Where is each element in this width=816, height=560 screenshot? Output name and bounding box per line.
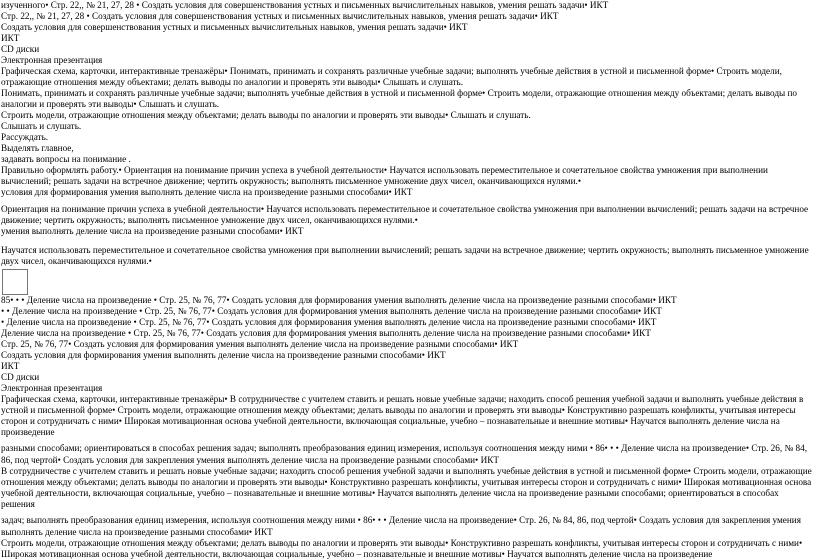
text-line: Создать условия для формирования умения выполнять деление числа на произведение разными способами• ИКТ xyxy=(1,350,446,360)
text-paragraph: Графическая схема, карточки, интерактивные тренажёры• Понимать, принимать и сохранять различные учебные задачи; выполнять учебные действия в устной и письменной форме• Строить модели, отражающие отношения между объектами; делать выводы по аналогии и проверять эти выводы• Слышать и слушать. xyxy=(1,66,782,87)
text-line: CD диски xyxy=(1,44,40,54)
text-line: выполнять деление числа на произведение разными способами• ИКТ xyxy=(1,527,273,537)
text-line: разными способами; ориентироваться в способах решения задач; выполнять преобразования единиц измерения, используя соотношения между ними • 86• • • Деление числа на произведение• Стр. 26, № 84, xyxy=(1,443,808,453)
text-line: 85• • • Деление числа на произведение • Стр. 25, № 76, 77• Создать условия для формирования умения выполнять деление числа на произведение разными способами• ИКТ xyxy=(1,295,677,305)
text-line: Выделять главное, xyxy=(1,143,74,153)
text-line: Стр. 25, № 76, 77• Создать условия для формирования умения выполнять деление числа на произведение разными способами• ИКТ xyxy=(1,339,519,349)
text-line: Электронная презентация xyxy=(1,55,103,65)
text-paragraph: Ориентация на понимание причин успеха в учебной деятельности• Научатся использовать переместительное и сочетательное свойства умножения при выполнении вычислений; решать задачи на встречное движение; чертить окружность; выполнять письменное умножение двух чисел, оканчивающихся нулями.• xyxy=(1,204,809,225)
text-line: ИКТ xyxy=(1,361,20,371)
text-paragraph: В сотрудничестве с учителем ставить и решать новые учебные задачи; находить способ решения учебной задачи и выполнять учебные действия в устной и письменной форме• Строить модели, отражающие отношения между объектами; делать выводы по аналогии и проверять эти выводы• Конструктивно разрешать конфликты, учитывая интересы сторон и сотрудничать с ними• Широкая мотивационная основа учебной деятельности, включающая социальные, учебно – познавательные и внешние мотивы• Научатся выполнять деление числа на произведение разными способами; ориентироваться в способах решения xyxy=(1,466,812,509)
text-line: Рассуждать. xyxy=(1,132,49,142)
image-placeholder-row xyxy=(1,267,814,295)
text-line: условия для формирования умения выполнять деление числа на произведение разными способами• ИКТ xyxy=(1,187,413,197)
text-line: Создать условия для совершенствования устных и письменных вычислительных навыков, умения решать задачи• ИКТ xyxy=(1,22,468,32)
text-line: CD диски xyxy=(1,372,40,382)
text-line: Электронная презентация xyxy=(1,383,103,393)
text-paragraph: Научатся использовать переместительное и сочетательное свойства умножения при выполнении вычислений; решать задачи на встречное движение; чертить окружность; выполнять письменное умножение двух чисел, оканчивающихся нулями.• xyxy=(1,245,809,266)
text-line: изученного• Стр. 22,, № 21, 27, 28 • Создать условия для совершенствования устных и письменных вычислительных навыков, умения решать задачи• ИКТ xyxy=(1,0,609,10)
text-paragraph: Графическая схема, карточки, интерактивные тренажёры• В сотрудничестве с учителем ставить и решать новые учебные задачи; находить способ решения учебной задачи и выполнять учебные действия в устной и письменной форме• Строить модели, отражающие отношения между объектами; делать выводы по аналогии и проверять эти выводы• Конструктивно разрешать конфликты, учитывая интересы сторон и сотрудничать с ними• Широкая мотивационная основа учебной деятельности, включающая социальные, учебно – познавательные и внешние мотивы• Научатся выполнять деление числа на произведение xyxy=(1,394,804,437)
text-line: задавать вопросы на понимание . xyxy=(1,154,131,164)
text-line: задач; выполнять преобразования единиц измерения, используя соотношения между ними • 86• • • Деление числа на произведение• Стр. 26, № 84, 86, под чертой• Создать условия для закрепления умения xyxy=(1,515,801,525)
text-line: Деление числа на произведение • Стр. 25, № 76, 77• Создать условия для формирования умения выполнять деление числа на произведение разными способами• ИКТ xyxy=(1,328,651,338)
text-line: • • Деление числа на произведение • Стр. 25, № 76, 77• Создать условия для формирования умения выполнять деление числа на произведение разными способами• ИКТ xyxy=(1,306,662,316)
text-line: Стр. 22,, № 21, 27, 28 • Создать условия для совершенствования устных и письменных вычислительных навыков, умения решать задачи• ИКТ xyxy=(1,11,559,21)
document-body xyxy=(1,0,814,560)
text-line: умения выполнять деление числа на произведение разными способами• ИКТ xyxy=(1,226,304,236)
text-line: ИКТ xyxy=(1,33,20,43)
text-line: • Деление числа на произведение • Стр. 25, № 76, 77• Создать условия для формирования умения выполнять деление числа на произведение разными способами• ИКТ xyxy=(1,317,657,327)
text-paragraph: Правильно оформлять работу.• Ориентация на понимание причин успеха в учебной деятельности• Научатся использовать переместительное и сочетательное свойства умножения при выполнении вычислений; решать задачи на встречное движение; чертить окружность; выполнять письменное умножение двух чисел, оканчивающихся нулями.• xyxy=(1,165,768,186)
text-paragraph: Понимать, принимать и сохранять различные учебные задачи; выполнять учебные действия в устной и письменной форме• Строить модели, отражающие отношения между объектами; делать выводы по аналогии и проверять эти выводы• Слышать и слушать. xyxy=(1,88,797,109)
text-line: Строить модели, отражающие отношения между объектами; делать выводы по аналогии и проверять эти выводы• Слышать и слушать. xyxy=(1,110,531,120)
text-line: Слышать и слушать. xyxy=(1,121,82,131)
text-paragraph: Строить модели, отражающие отношения между объектами; делать выводы по аналогии и проверять эти выводы• Конструктивно разрешать конфликты, учитывая интересы сторон и сотрудничать с ними• Широкая мотивационная основа учебной деятельности, включающая социальные, учебно – познавательные и внешние мотивы• Научатся выполнять деление числа на произведение xyxy=(1,538,803,559)
text-line: 86, под чертой• Создать условия для закрепления умения выполнять деление числа на произведение разными способами• ИКТ xyxy=(1,455,499,465)
image-placeholder xyxy=(2,269,28,295)
